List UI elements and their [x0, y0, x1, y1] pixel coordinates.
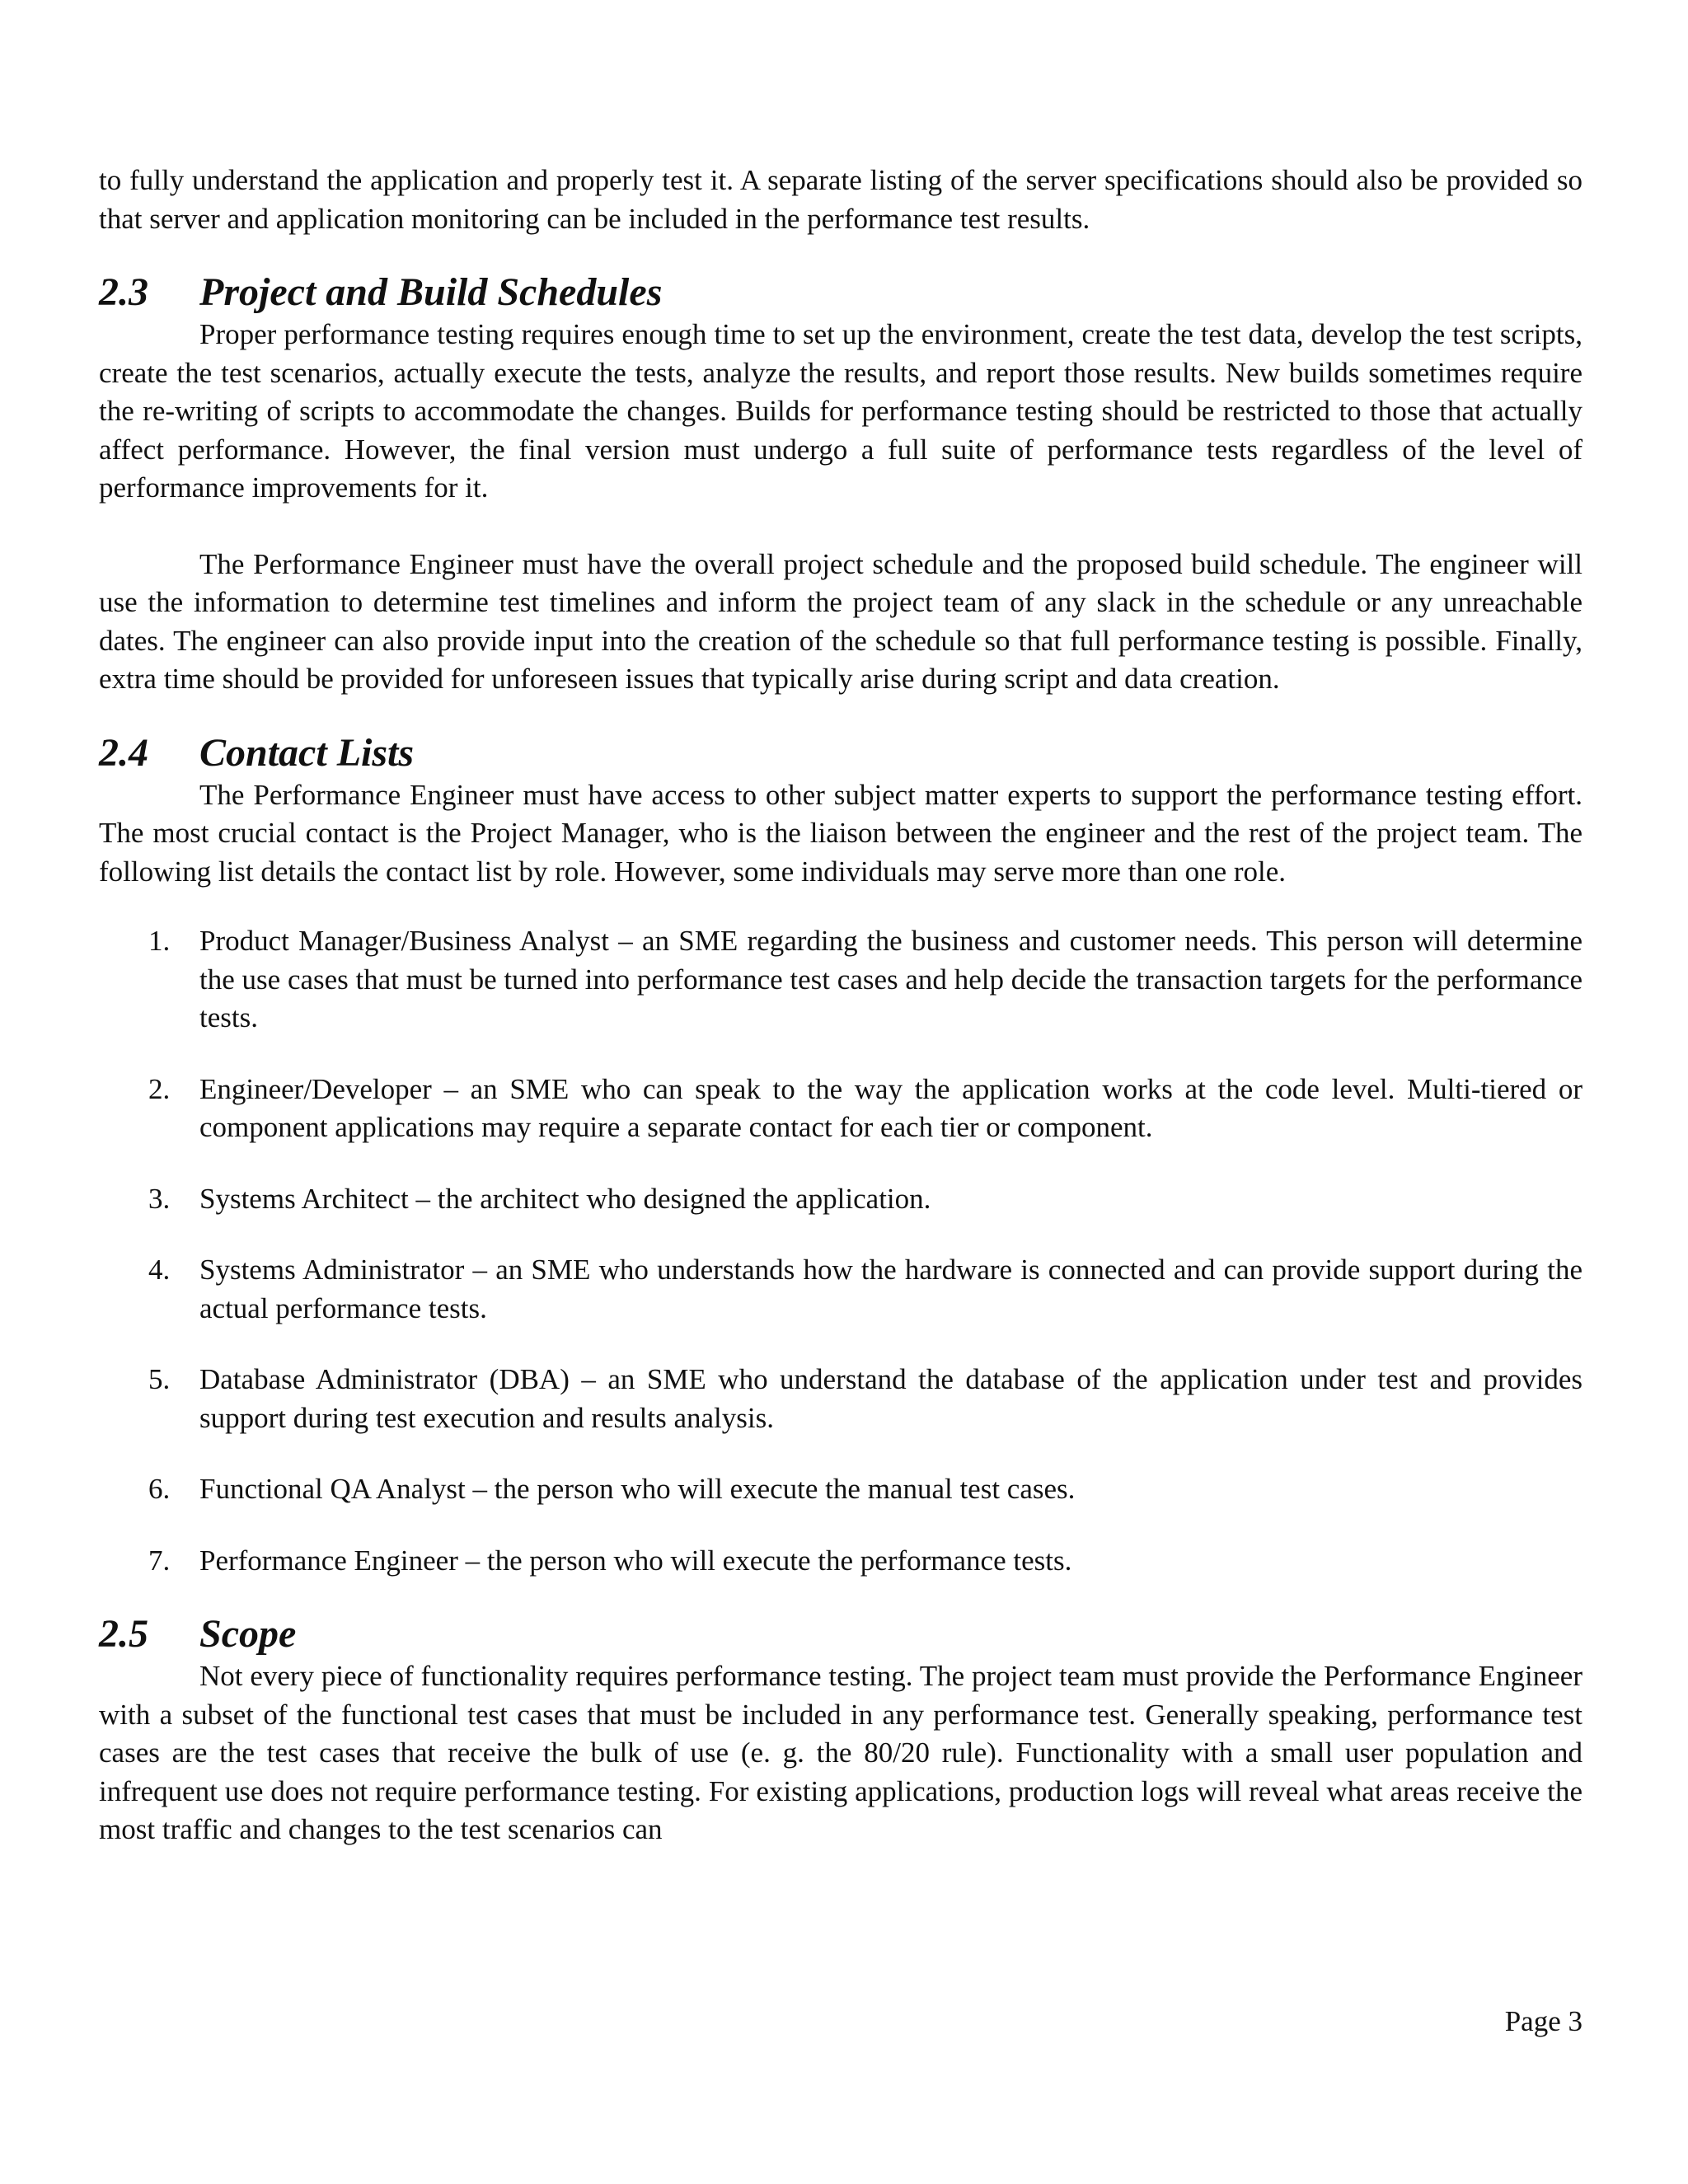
section-heading-2-3 [99, 269, 1582, 316]
list-item-text: Functional QA Analyst – the person who will execute the manual test cases. [199, 1473, 1076, 1505]
list-item-text: Engineer/Developer – an SME who can speak to the way the application works at the code level. Multi-tiered or component applications may require a separate contact for each tier or component. [199, 1072, 1582, 1143]
paragraph: Proper performance testing requires enough time to set up the environment, create the test data, develop the test scripts, create the test scenarios, actually execute the tests, analyze the results, and report those results. New builds sometimes require the re-writing of scripts to accommodate the changes. Builds for performance testing should be restricted to those that actually affect performance. However, the final version must undergo a full suite of performance tests regardless of the level of performance improvements for it. [99, 318, 1582, 504]
list-marker: 4. [148, 1254, 171, 1286]
list-item-text: Product Manager/Business Analyst – an SME regarding the business and customer needs. This person will determine the use cases that must be turned into performance test cases and help decide the transaction targets for the performance tests. [199, 925, 1582, 1033]
section-heading-2-5 [99, 1611, 1582, 1657]
list-item-text: Database Administrator (DBA) – an SME who understand the database of the application under test and provides support during test execution and results analysis. [199, 1363, 1582, 1434]
list-marker: 7. [148, 1544, 171, 1577]
list-item [99, 1542, 1582, 1581]
paragraph: The Performance Engineer must have the overall project schedule and the proposed build schedule. The engineer will use the information to determine test timelines and inform the project team of any slack in the schedule or any unreachable dates. The engineer can also provide input into the creation of the schedule so that full performance testing is possible. Finally, extra time should be provided for unforeseen issues that typically arise during script and data creation. [99, 547, 1582, 695]
list-item-text: Performance Engineer – the person who will execute the performance tests. [199, 1544, 1072, 1577]
list-marker: 1. [148, 925, 171, 957]
section-title: Project and Build Schedules [199, 270, 663, 314]
list-item [99, 1251, 1582, 1328]
list-item [99, 1071, 1582, 1147]
list-item [99, 1180, 1582, 1219]
paragraph: The Performance Engineer must have access to other subject matter experts to support the performance testing effort. The most crucial contact is the Project Manager, who is the liaison between the engineer and the rest of the project team. The following list details the contact list by role. However, some individuals may serve more than one role. [99, 778, 1582, 888]
page-number: Page 3 [1504, 2005, 1582, 2037]
document-page [99, 162, 1582, 1849]
contact-role-list [99, 922, 1582, 1580]
list-marker: 3. [148, 1182, 171, 1215]
list-marker: 2. [148, 1072, 171, 1105]
list-item [99, 1470, 1582, 1509]
intro-paragraph: to fully understand the application and properly test it. A separate listing of the server specifications should also be provided so that server and application monitoring can be included in the performance test results. [99, 164, 1582, 235]
list-marker: 6. [148, 1473, 171, 1505]
list-marker: 5. [148, 1363, 171, 1395]
section-number: 2.5 [99, 1612, 148, 1656]
section-number: 2.3 [99, 270, 148, 314]
list-item [99, 1361, 1582, 1437]
paragraph: Not every piece of functionality requires performance testing. The project team must provide the Performance Engineer with a subset of the functional test cases that must be included in any performance test. Generally speaking, performance test cases are the test cases that receive the bulk of use (e. g. the 80/20 rule). Functionality with a small user population and infrequent use does not require performance testing. For existing applications, production logs will reveal what areas receive the most traffic and changes to the test scenarios can [99, 1660, 1582, 1845]
section-number: 2.4 [99, 730, 148, 775]
section-title: Scope [199, 1612, 297, 1656]
section-title: Contact Lists [199, 730, 415, 775]
section-heading-2-4 [99, 730, 1582, 776]
list-item-text: Systems Architect – the architect who designed the application. [199, 1182, 931, 1215]
list-item [99, 922, 1582, 1038]
list-item-text: Systems Administrator – an SME who understands how the hardware is connected and can provide support during the actual performance tests. [199, 1254, 1582, 1324]
